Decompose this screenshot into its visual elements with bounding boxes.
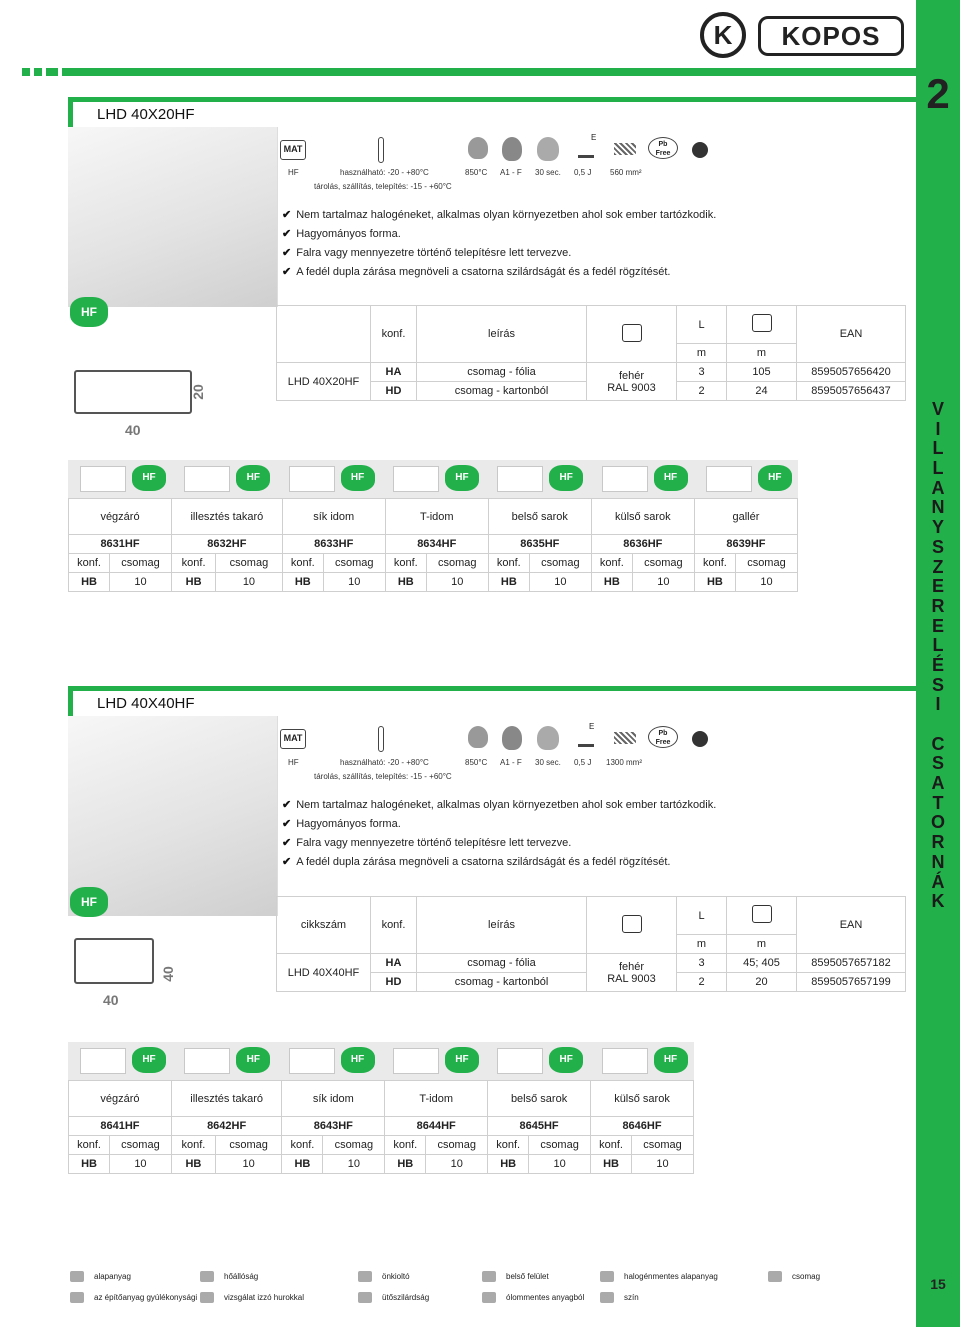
accessory-name: végzáró [69,1081,172,1117]
surface-icon [482,1271,496,1282]
spec-storage: tárolás, szállítás, telepítés: -15 - +60°C [314,182,452,191]
product-code: LHD 40X20HF [277,363,371,401]
qty-value: 10 [323,1155,385,1174]
bomb-icon [600,1292,614,1303]
kopos-logo-mark: K [700,12,746,58]
pack-cell: 105 [727,363,797,382]
length-cell: 2 [677,973,727,992]
pack-cell: 45; 405 [727,954,797,973]
hf-badge: HF [445,1047,479,1073]
konf-label: konf. [385,1136,426,1155]
box-icon [752,905,772,923]
bomb-icon [692,731,708,747]
box-icon [752,314,772,332]
csomag-label: csomag [426,554,488,573]
sidebar-letter: N [931,497,945,518]
color-cell: fehér RAL 9003 [587,363,677,401]
sidebar-letter: O [930,812,945,833]
header-code [277,306,371,363]
qty-value: 10 [110,573,172,592]
csomag-label: csomag [529,554,591,573]
hf-badge: HF [549,1047,583,1073]
accessory-table [68,1080,694,1174]
fire-icon [70,1292,84,1303]
qty-value: 10 [735,573,797,592]
konf-cell: HA [371,363,417,382]
konf-label: konf. [591,1136,632,1155]
accessory-code: 8645HF [488,1117,591,1136]
konf-value: HB [591,573,632,592]
impact-icon [358,1292,372,1303]
header-pack [727,306,797,344]
accessory-shape [184,1048,230,1074]
check-icon: ✔ [282,856,292,868]
accessory-name: végzáró [69,499,172,535]
spec-usage: használható: -20 - +80°C [340,168,429,177]
konf-label: konf. [69,1136,110,1155]
hf-badge: HF [445,465,479,491]
desc-cell: csomag - fólia [417,954,587,973]
thermometer-icon [200,1271,214,1282]
flame-icon [358,1271,372,1282]
legend-label: ólommentes anyagból [506,1293,585,1302]
accessory-code: 8643HF [282,1117,385,1136]
qty-value: 10 [215,1155,281,1174]
surface-icon [614,732,636,744]
legend-label: csomag [792,1272,821,1281]
konf-value: HB [694,573,735,592]
accessory-name: illesztés takaró [172,499,283,535]
legend-label: szín [624,1293,639,1302]
konf-label: konf. [282,554,323,573]
sidebar-letter: E [931,615,944,636]
sidebar-letter: T [932,792,944,813]
hf-badge: HF [132,465,166,491]
feature-item: ✔ A fedél dupla zárása megnöveli a csatorna szilárdságát és a fedél rögzítését. [282,856,671,868]
box-icon [768,1271,782,1282]
accessory-image [590,1042,694,1080]
accessory-shape [80,1048,126,1074]
sidebar-letter: Á [931,871,945,892]
feature-item: ✔ Hagyományos forma. [282,818,401,830]
legend-label: az építőanyag gyúlékonysági [94,1293,198,1302]
legend-label: ütőszilárdság [382,1293,430,1302]
konf-value: HB [69,1155,110,1174]
spec-grade: HF [288,168,299,177]
thermometer-icon [378,137,384,163]
konf-label: konf. [591,554,632,573]
sidebar-vertical-title [916,400,960,912]
qty-value: 10 [426,573,488,592]
header-color [587,897,677,954]
accessory-shape [497,1048,543,1074]
sidebar-letter: C [931,733,945,754]
flame-icon [468,726,488,748]
konf-label: konf. [488,554,529,573]
header-color [587,306,677,363]
konf-label: konf. [385,554,426,573]
impact-icon [578,731,594,747]
mat-icon [70,1271,84,1282]
accessory-image [277,460,381,498]
konf-cell: HA [371,954,417,973]
sidebar-letter: K [931,891,945,912]
dimension-height: 20 [189,384,206,400]
pb-free-icon [482,1292,496,1303]
e-mark: E [589,722,595,731]
sidebar-letter: Y [931,517,944,538]
glow-wire-icon [537,726,559,750]
header-konf: konf. [371,897,417,954]
legend-label: önkioltó [382,1272,410,1281]
sidebar-letter: I [935,418,941,439]
qty-value: 10 [216,573,283,592]
accessory-shape [393,466,439,492]
spec-time: 30 sec. [535,758,561,767]
spec-impact: 0,5 J [574,758,592,767]
sidebar-letter: A [931,773,945,794]
qty-value: 10 [529,1155,591,1174]
accessory-image [590,460,694,498]
e-mark: E [591,133,597,142]
sidebar-letter: S [931,753,944,774]
konf-label: konf. [282,1136,323,1155]
konf-label: konf. [694,554,735,573]
qty-value: 10 [529,573,591,592]
pack-cell: 24 [727,382,797,401]
accessory-shape [289,466,335,492]
accessory-shape [393,1048,439,1074]
csomag-label: csomag [215,1136,281,1155]
spec-class: A1 - F [500,168,522,177]
header-length: L [677,897,727,935]
qty-value: 10 [323,573,385,592]
accessory-code: 8632HF [172,535,283,554]
hf-badge: HF [70,297,108,327]
header-unit: m [677,344,727,363]
fire-icon [502,137,522,161]
hf-icon [600,1271,614,1282]
sidebar-letter: V [931,399,944,419]
thermometer-icon [378,726,384,752]
glow-wire-icon [200,1292,214,1303]
feature-item: ✔ Hagyományos forma. [282,228,401,240]
hf-badge: HF [132,1047,166,1073]
sidebar-letter: A [931,477,945,498]
header-desc: leírás [417,897,587,954]
konf-value: HB [385,1155,426,1174]
qty-value: 10 [632,1155,694,1174]
hf-badge: HF [654,1047,688,1073]
hf-badge: HF [341,465,375,491]
spec-grade: HF [288,758,299,767]
ean-cell: 8595057657182 [797,954,906,973]
feature-item: ✔ Nem tartalmaz halogéneket, alkalmas olyan környezetben ahol sok ember tartózkodik. [282,799,717,811]
accessory-image [277,1042,381,1080]
accessory-shape [602,466,648,492]
feature-item: ✔ Falra vagy mennyezetre történő telepítésre lett tervezve. [282,837,572,849]
csomag-label: csomag [632,554,694,573]
dimension-height: 40 [159,966,176,982]
csomag-label: csomag [632,1136,694,1155]
spec-time: 30 sec. [535,168,561,177]
csomag-label: csomag [110,554,172,573]
accessory-name: sík idom [282,1081,385,1117]
feature-list [282,206,716,282]
sidebar-letter: Z [932,556,944,577]
sidebar-letter [916,715,960,735]
ean-cell: 8595057657199 [797,973,906,992]
konf-cell: HD [371,382,417,401]
accessory-code: 8634HF [385,535,488,554]
glow-wire-icon [537,137,559,161]
profile-drawing [74,370,192,414]
pb-free-icon: Pb Free [648,726,678,748]
hf-badge: HF [758,465,792,491]
ean-cell: 8595057656420 [797,363,906,382]
konf-label: konf. [69,554,110,573]
feature-item: ✔ A fedél dupla zárása megnöveli a csatorna szilárdságát és a fedél rögzítését. [282,266,671,278]
header-desc: leírás [417,306,587,363]
accessory-code: 8642HF [171,1117,282,1136]
accessory-code: 8639HF [694,535,797,554]
konf-value: HB [591,1155,632,1174]
check-icon: ✔ [282,837,292,849]
qty-value: 10 [426,1155,488,1174]
accessory-name: gallér [694,499,797,535]
konf-label: konf. [488,1136,529,1155]
desc-cell: csomag - kartonból [417,973,587,992]
konf-label: konf. [172,554,216,573]
accessory-shape [289,1048,335,1074]
accessory-name: illesztés takaró [171,1081,282,1117]
konf-value: HB [282,573,323,592]
csomag-label: csomag [529,1136,591,1155]
accessory-image [694,460,798,498]
accessory-code: 8635HF [488,535,591,554]
check-icon: ✔ [282,209,292,221]
accessory-name: T-idom [385,499,488,535]
spec-glow: 850°C [465,758,488,767]
konf-value: HB [172,573,216,592]
ean-cell: 8595057656437 [797,382,906,401]
check-icon: ✔ [282,266,292,278]
product-title: LHD 40X20HF [68,97,916,127]
csomag-label: csomag [426,1136,488,1155]
feature-list [282,796,716,872]
product-table [276,305,906,401]
hf-badge: HF [341,1047,375,1073]
accessory-table [68,498,798,592]
mat-icon: MAT [280,729,306,749]
konf-label: konf. [171,1136,215,1155]
legend-label: alapanyag [94,1272,131,1281]
konf-value: HB [282,1155,323,1174]
accessory-image [381,460,485,498]
corner-mark [46,68,58,76]
hf-badge: HF [70,887,108,917]
section-number: 2 [926,70,950,117]
feature-item: ✔ Nem tartalmaz halogéneket, alkalmas olyan környezetben ahol sok ember tartózkodik. [282,209,717,221]
accessory-code: 8633HF [282,535,385,554]
accessory-name: T-idom [385,1081,488,1117]
pb-free-icon: Pb Free [648,137,678,159]
accessory-image [172,1042,276,1080]
corner-mark [34,68,42,76]
accessory-name: belső sarok [488,1081,591,1117]
accessory-image [485,460,589,498]
sidebar-letter: N [931,851,945,872]
spec-area: 560 mm² [610,168,642,177]
product-title: LHD 40X40HF [68,686,916,716]
sidebar-letter: L [932,458,944,479]
sidebar-letter: E [931,576,944,597]
accessory-image [68,1042,172,1080]
flame-icon [468,137,488,159]
legend-label: vizsgálat izzó hurokkal [224,1293,305,1302]
csomag-label: csomag [110,1136,172,1155]
check-icon: ✔ [282,799,292,811]
top-rule [62,68,916,76]
csomag-label: csomag [216,554,283,573]
konf-value: HB [488,1155,529,1174]
desc-cell: csomag - kartonból [417,382,587,401]
csomag-label: csomag [323,1136,385,1155]
dimension-width: 40 [125,422,141,438]
accessory-name: külső sarok [591,1081,694,1117]
header-ean: EAN [797,897,906,954]
spec-storage: tárolás, szállítás, telepítés: -15 - +60°C [314,772,452,781]
hf-badge: HF [236,465,270,491]
desc-cell: csomag - fólia [417,363,587,382]
sidebar-letter: É [931,654,944,675]
accessory-image-row [68,460,798,498]
sidebar-letter: R [931,832,945,853]
konf-value: HB [385,573,426,592]
bomb-icon [692,142,708,158]
profile-drawing [74,938,154,984]
csomag-label: csomag [323,554,385,573]
accessory-code: 8641HF [69,1117,172,1136]
accessory-image [381,1042,485,1080]
sidebar-letter: S [931,536,944,557]
dimension-width: 40 [103,992,119,1008]
pack-cell: 20 [727,973,797,992]
spec-area: 1300 mm² [606,758,643,767]
length-cell: 2 [677,382,727,401]
legend-label: halogénmentes alapanyag [624,1272,718,1281]
header-unit: m [727,935,797,954]
product-image [68,127,278,307]
product-image [68,716,278,916]
konf-cell: HD [371,973,417,992]
header-ean: EAN [797,306,906,363]
konf-value: HB [488,573,529,592]
kopos-logo-text: KOPOS [758,16,904,56]
accessory-code: 8644HF [385,1117,488,1136]
accessory-shape [497,466,543,492]
accessory-name: sík idom [282,499,385,535]
accessory-image [68,460,172,498]
check-icon: ✔ [282,247,292,259]
konf-value: HB [69,573,110,592]
impact-icon [578,142,594,158]
spec-impact: 0,5 J [574,168,592,177]
accessory-image-row [68,1042,694,1080]
legend-label: belső felület [506,1272,549,1281]
check-icon: ✔ [282,818,292,830]
accessory-image [172,460,276,498]
spec-glow: 850°C [465,168,488,177]
fire-icon [502,726,522,750]
length-cell: 3 [677,363,727,382]
accessory-code: 8646HF [591,1117,694,1136]
header-code: cikkszám [277,897,371,954]
accessory-code: 8636HF [591,535,694,554]
accessory-shape [184,466,230,492]
accessory-image [485,1042,589,1080]
accessory-name: külső sarok [591,499,694,535]
qty-value: 10 [632,573,694,592]
product-code: LHD 40X40HF [277,954,371,992]
color-cell: fehér RAL 9003 [587,954,677,992]
product-table [276,896,906,992]
accessory-shape [706,466,752,492]
color-icon [622,915,642,933]
mat-icon: MAT [280,140,306,160]
sidebar-letter: I [935,694,941,715]
accessory-shape [80,466,126,492]
spec-class: A1 - F [500,758,522,767]
sidebar-letter: L [932,635,944,656]
qty-value: 10 [110,1155,172,1174]
length-cell: 3 [677,954,727,973]
color-icon [622,324,642,342]
header-unit: m [677,935,727,954]
corner-mark [22,68,30,76]
page-number: 15 [930,1276,946,1292]
check-icon: ✔ [282,228,292,240]
hf-badge: HF [236,1047,270,1073]
accessory-name: belső sarok [488,499,591,535]
sidebar-letter: S [931,674,944,695]
sidebar-letter: L [932,438,944,459]
header-pack [727,897,797,935]
hf-badge: HF [654,465,688,491]
header-length: L [677,306,727,344]
sidebar-letter: R [931,595,945,616]
accessory-shape [602,1048,648,1074]
accessory-code: 8631HF [69,535,172,554]
hf-badge: HF [549,465,583,491]
header-konf: konf. [371,306,417,363]
header-unit: m [727,344,797,363]
legend-label: hőállóság [224,1272,259,1281]
konf-value: HB [171,1155,215,1174]
csomag-label: csomag [735,554,797,573]
spec-usage: használható: -20 - +80°C [340,758,429,767]
surface-icon [614,143,636,155]
feature-item: ✔ Falra vagy mennyezetre történő telepítésre lett tervezve. [282,247,572,259]
